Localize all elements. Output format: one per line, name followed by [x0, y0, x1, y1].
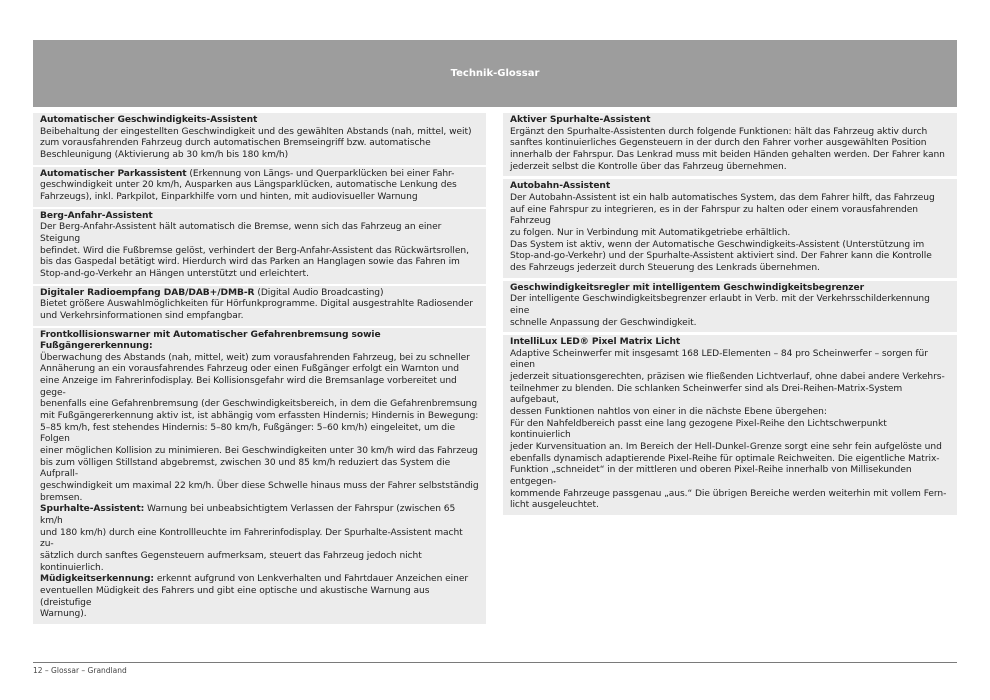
entry-text: licht ausgeleuchtet. [510, 500, 599, 511]
entry-subtitle: Spurhalte-Assistent: [40, 504, 145, 515]
right-column [503, 113, 957, 518]
entry-text: jeder Kurvensituation an. Im Bereich der Hell-Dunkel-Grenze sorgt eine sehr fein aufgelöste und [510, 442, 942, 453]
footer-divider [33, 662, 957, 663]
glossary-entry [33, 167, 486, 207]
entry-text: Beschleunigung (Aktivierung ab 30 km/h bis 180 km/h) [40, 149, 289, 160]
entry-text: jederzeit situationsgerechten, präzisen wie fließenden Lichtverlauf, ohne dabei andere Verkehrs- [510, 372, 945, 383]
entry-title: Automatischer Parkassistent [40, 168, 187, 179]
entry-title: IntelliLux LED® Pixel Matrix Licht [510, 337, 681, 348]
glossary-entry [33, 209, 486, 284]
entry-text: des Fahrzeugs jederzeit durch Steuerung des Lenkrads übernehmen. [510, 262, 820, 273]
page-title: Technik-Glossar [450, 68, 540, 79]
entry-text: Warnung). [40, 609, 87, 620]
entry-text: 5–85 km/h, fest stehendes Hindernis: 5–80 km/h, Fußgänger: 5–60 km/h) eingeleitet, um die Folgen [40, 422, 456, 445]
entry-text: Der Autobahn-Assistent ist ein halb automatisches System, das dem Fahrer hilft, das Fahrzeug [510, 192, 935, 203]
entry-text: ebenfalls dynamisch adaptierende Pixel-Reihe für optimale Reichweiten. Die eigentliche Matrix- [510, 453, 940, 464]
entry-text: Bietet größere Auswahlmöglichkeiten für Hörfunkprogramme. Digital ausgestrahlte Radiosender [40, 299, 473, 310]
entry-text: Fahrzeugs), inkl. Parkpilot, Einparkhilfe vorn und hinten, mit audiovisueller Warnung [40, 191, 418, 202]
entry-text: teilnehmer zu blenden. Die schlanken Scheinwerfer sind als Drei-Reihen-Matrix-System aufgebaut, [510, 383, 903, 406]
entry-text: zu folgen. Nur in Verbindung mit Automatikgetriebe erhältlich. [510, 227, 791, 238]
glossary-entry [503, 335, 957, 515]
entry-text: jederzeit selbst die Kontrolle über das Fahrzeug übernehmen. [510, 161, 787, 172]
entry-text: eine Anzeige im Fahrerinfodisplay. Bei Kollisionsgefahr wird die Bremsanlage vorbereitet und gege- [40, 376, 457, 398]
entry-text: Der intelligente Geschwindigkeitsbegrenzer erlaubt in Verb. mit der Verkehrsschilderkennung eine [510, 294, 930, 316]
entry-text: eventuellen Müdigkeit des Fahrers und gibt eine optische und akustische Warnung aus (dreistufige [40, 585, 430, 608]
entry-text: bis das Gaspedal betätigt wird. Hierdurch wird das Parken an Hanglagen sowie das Fahren im [40, 257, 460, 268]
entry-text: (Digital Audio Broadcasting) [254, 287, 384, 298]
entry-title: Autobahn-Assistent [510, 181, 611, 192]
entry-text: Stop-and-go-Verkehr an Hängen unterstützt und erleichtert. [40, 268, 309, 279]
entry-text: mit Fußgängererkennung aktiv ist, ist abhängig vom erfassten Hindernis; Hindernis in Bewegung: [40, 411, 479, 422]
entry-title: Digitaler Radioempfang DAB/DAB+/DMB-R [40, 287, 255, 298]
entry-text: bremsen. [40, 492, 83, 503]
entry-text: geschwindigkeit um maximal 22 km/h. Über diese Schwelle hinaus muss der Fahrer selbstständig [40, 481, 479, 492]
entry-text: Beibehaltung der eingestellten Geschwindigkeit und des gewählten Abstands (nah, mittel, weit) [40, 126, 472, 137]
entry-title: Frontkollisionswarner mit Automatischer Gefahrenbremsung sowie Fußgängererkennung: [40, 329, 381, 352]
entry-text: benenfalls eine Gefahrenbremsung (der Geschwindigkeitsbereich, in dem die Gefahrenbremsung [40, 399, 478, 410]
entry-text: erkennt aufgrund von Lenkverhalten und Fahrtdauer Anzeichen einer [153, 574, 469, 585]
entry-text: dessen Funktionen nahtlos von einer in die nächste Ebene übergehen: [510, 407, 827, 418]
entry-text: Ergänzt den Spurhalte-Assistenten durch folgende Funktionen: hält das Fahrzeug aktiv durch [510, 126, 928, 137]
entry-text: Stop-and-go-Verkehr) und der Spurhalte-Assistent aktiviert sind. Der Fahrer kann die Kontrolle [510, 251, 932, 262]
entry-text: Adaptive Scheinwerfer mit insgesamt 168 LED-Elementen – 84 pro Scheinwerfer – sorgen für einen [510, 348, 928, 371]
entry-text: (Erkennung von Längs- und Querparklücken bei einer Fahr- [186, 168, 455, 179]
entry-text: Für den Nahfeldbereich passt eine lang gezogene Pixel-Reihe den Lichtschwerpunkt kontinuierlich [510, 418, 887, 441]
glossary-entry [33, 328, 486, 624]
entry-text: befindet. Wird die Fußbremse gelöst, verhindert der Berg-Anfahr-Assistent das Rückwärtsrollen, [40, 245, 469, 256]
entry-text: schnelle Anpassung der Geschwindigkeit. [510, 317, 697, 328]
entry-text: bis zum völligen Stillstand abgebremst, zwischen 30 und 85 km/h reduziert das System die Aufprall- [40, 457, 451, 480]
entry-text: Annäherung an ein vorausfahrendes Fahrzeug oder einen Fußgänger erfolgt ein Warnton und [40, 364, 459, 375]
left-column [33, 113, 486, 626]
entry-title: Aktiver Spurhalte-Assistent [510, 115, 651, 125]
entry-text: einer möglichen Kollision zu minimieren. Bei Geschwindigkeiten unter 30 km/h wird das Fahrzeug [40, 446, 478, 457]
glossary-entry [33, 286, 486, 326]
entry-text: Das System ist aktiv, wenn der Automatische Geschwindigkeits-Assistent (Unterstützung im [510, 239, 925, 250]
entry-title: Automatischer Geschwindigkeits-Assistent [40, 115, 258, 125]
entry-text: Überwachung des Abstands (nah, mittel, weit) zum vorausfahrenden Fahrzeug, bei zu schneller [40, 352, 470, 363]
glossary-header [33, 40, 957, 107]
glossary-entry [503, 281, 957, 333]
entry-text: geschwindigkeit unter 20 km/h, Ausparken aus Längsparklücken, automatische Lenkung des [40, 180, 457, 191]
glossary-entry [503, 179, 957, 277]
glossary-entry [503, 113, 957, 176]
entry-text: Funktion „schneidet“ in der mittleren und oberen Pixel-Reihe innerhalb von Millisekunden entgegen- [510, 465, 912, 488]
entry-text: Warnung bei unbeabsichtigtem Verlassen der Fahrspur (zwischen 65 km/h [40, 504, 456, 526]
entry-text: Der Berg-Anfahr-Assistent hält automatisch die Bremse, wenn sich das Fahrzeug an einer Steigung [40, 222, 442, 244]
entry-text: zum vorausfahrenden Fahrzeug durch automatischen Bremseingriff bzw. automatische [40, 138, 431, 149]
entry-text: sanftes kontinuierliches Gegensteuern in der durch den Fahrer vorher ausgewählten Position [510, 138, 927, 149]
entry-text: innerhalb der Fahrspur. Das Lenkrad muss mit beiden Händen gehalten werden. Der Fahrer kann [510, 149, 945, 160]
entry-text: und Verkehrsinformationen sind empfangbar. [40, 310, 244, 321]
entry-title: Berg-Anfahr-Assistent [40, 210, 153, 221]
entry-text: und 180 km/h) durch eine Kontrollleuchte im Fahrerinfodisplay. Der Spurhalte-Assistent macht zu- [40, 527, 463, 550]
entry-text: auf eine Fahrspur zu integrieren, es in der Fahrspur zu halten oder einem vorausfahrenden Fahrzeug [510, 204, 919, 227]
entry-text: sätzlich durch sanftes Gegensteuern aufmerksam, steuert das Fahrzeug jedoch nicht kontinuierlich. [40, 550, 422, 573]
glossary-entry [33, 113, 486, 165]
page-footer: 12 – Glossar – Grandland [33, 666, 127, 675]
entry-subtitle: Müdigkeitserkennung: [40, 574, 154, 585]
entry-text: kommende Fahrzeuge passgenau „aus.“ Die übrigen Bereiche werden weiterhin mit vollem Fern- [510, 488, 947, 499]
entry-title: Geschwindigkeitsregler mit intelligentem Geschwindigkeitsbegrenzer [510, 282, 865, 293]
